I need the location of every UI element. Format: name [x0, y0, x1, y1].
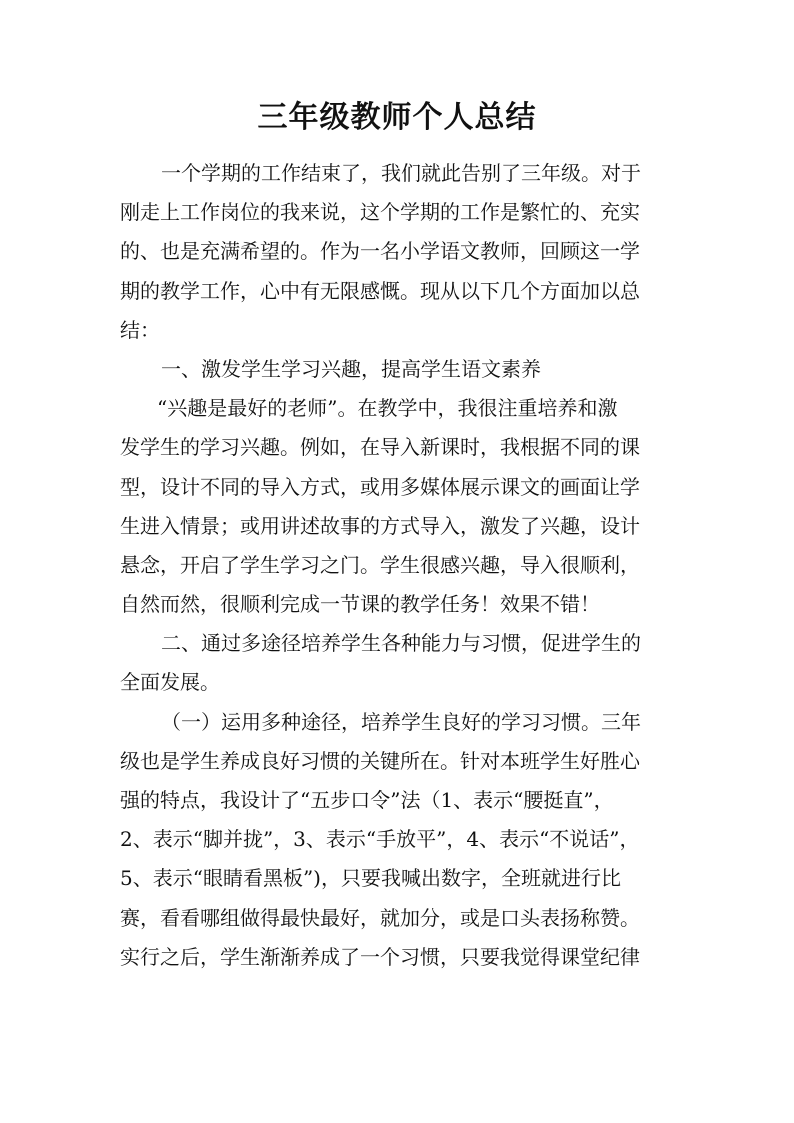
paragraph-line: 刚走上工作岗位的我来说，这个学期的工作是繁忙的、充实 — [120, 200, 640, 225]
paragraph-line: 实行之后，学生渐渐养成了一个习惯，只要我觉得课堂纪律 — [120, 944, 640, 969]
paragraph-line: “兴趣是最好的老师”。在教学中，我很注重培养和激 — [157, 396, 618, 421]
document-body — [120, 154, 692, 977]
subsection-line: （一）运用多种途径，培养学生良好的学习习惯。三年 — [161, 709, 641, 734]
paragraph-line: 赛，看看哪组做得最快最好，就加分，或是口头表扬称赞。 — [120, 905, 640, 930]
document-title: 三年级教师个人总结 — [257, 100, 537, 135]
paragraph-line: 生进入情景；或用讲述故事的方式导入，激发了兴趣，设计 — [120, 513, 640, 538]
paragraph-line: 级也是学生养成良好习惯的关键所在。针对本班学生好胜心 — [120, 748, 640, 773]
paragraph-line: 发学生的学习兴趣。例如，在导入新课时，我根据不同的课 — [120, 435, 640, 460]
paragraph-line: 的、也是充满希望的。作为一名小学语文教师，回顾这一学 — [120, 239, 640, 264]
paragraph-line: 型，设计不同的导入方式，或用多媒体展示课文的画面让学 — [120, 474, 640, 499]
paragraph-line: 悬念，开启了学生学习之门。学生很感兴趣，导入很顺利， — [120, 552, 640, 577]
section-heading: 二、通过多途径培养学生各种能力与习惯，促进学生的 — [161, 631, 641, 656]
paragraph-line: 结： — [120, 317, 160, 342]
paragraph-line: 5、表示“眼睛看黑板”)，只要我喊出数字，全班就进行比 — [120, 866, 621, 891]
paragraph-line: 强的特点，我设计了“五步口令”法（1、表示“腰挺直”， — [120, 788, 614, 812]
paragraph-line: 2、表示“脚并拢”，3、表示“手放平”，4、表示“不说话”， — [120, 827, 640, 852]
paragraph-line: 自然而然，很顺利完成一节课的教学任务！效果不错！ — [120, 592, 600, 617]
section-heading-continued: 全面发展。 — [120, 670, 220, 695]
paragraph-line: 期的教学工作，心中有无限感慨。现从以下几个方面加以总 — [120, 278, 640, 303]
section-heading: 一、激发学生学习兴趣，提高学生语文素养 — [161, 356, 541, 381]
paragraph-line: 一个学期的工作结束了，我们就此告别了三年级。对于 — [161, 161, 641, 185]
